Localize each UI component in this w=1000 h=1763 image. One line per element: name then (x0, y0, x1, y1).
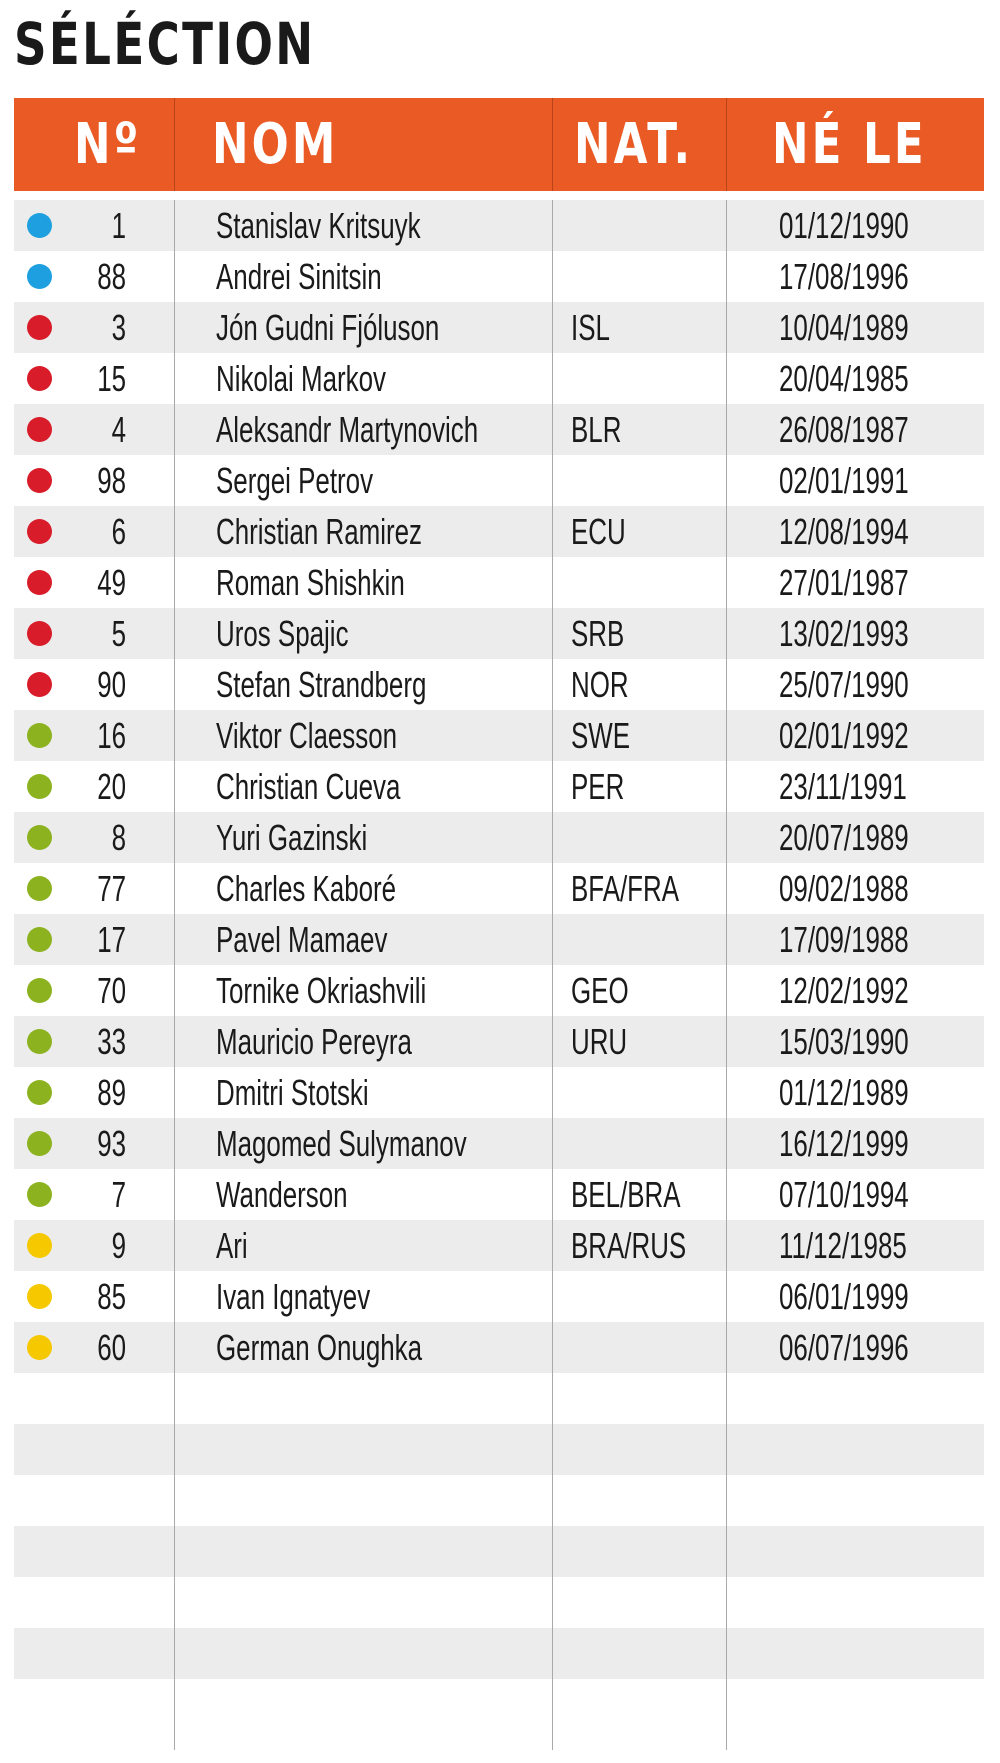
player-number: 98 (97, 460, 126, 501)
table-header (14, 98, 984, 191)
player-name: Christian Cueva (216, 766, 401, 807)
header-dob: NÉ LE (772, 112, 927, 177)
player-birthdate: 15/03/1990 (779, 1021, 909, 1062)
player-birthdate: 01/12/1990 (779, 205, 909, 246)
player-name: Ari (216, 1225, 248, 1266)
player-number: 77 (97, 868, 126, 909)
player-birthdate: 02/01/1992 (779, 715, 909, 756)
table-row (14, 455, 984, 506)
player-birthdate: 09/02/1988 (779, 868, 909, 909)
header-nat: NAT. (574, 112, 694, 177)
table-row (14, 1016, 984, 1067)
position-dot (27, 468, 52, 493)
player-nationality: BEL/BRA (571, 1174, 681, 1215)
player-name: Wanderson (216, 1174, 348, 1215)
table-row (14, 1067, 984, 1118)
player-name: Aleksandr Martynovich (216, 409, 479, 450)
player-birthdate: 27/01/1987 (779, 562, 909, 603)
player-birthdate: 17/09/1988 (779, 919, 909, 960)
player-birthdate: 06/07/1996 (779, 1327, 909, 1368)
position-dot (27, 1335, 52, 1360)
player-birthdate: 20/07/1989 (779, 817, 909, 858)
player-birthdate: 11/12/1985 (779, 1225, 907, 1266)
player-number: 89 (97, 1072, 126, 1113)
player-nationality: BFA/FRA (571, 868, 680, 909)
position-dot (27, 672, 52, 697)
table-row (14, 1322, 984, 1373)
player-nationality: PER (571, 766, 625, 807)
empty-row (14, 1628, 984, 1679)
player-birthdate: 13/02/1993 (779, 613, 909, 654)
player-number: 49 (97, 562, 126, 603)
player-name: German Onughka (216, 1327, 423, 1368)
position-dot (27, 1029, 52, 1054)
player-name: Viktor Claesson (216, 715, 398, 756)
table-row (14, 1220, 984, 1271)
table-row (14, 608, 984, 659)
player-name: Yuri Gazinski (216, 817, 368, 858)
player-name: Jón Gudni Fjóluson (216, 307, 440, 348)
table-row (14, 1118, 984, 1169)
header-divider (726, 98, 727, 191)
player-name: Tornike Okriashvili (216, 970, 427, 1011)
table-row (14, 863, 984, 914)
header-divider (174, 98, 175, 191)
empty-row (14, 1424, 984, 1475)
player-birthdate: 25/07/1990 (779, 664, 909, 705)
empty-row (14, 1526, 984, 1577)
table-row (14, 1271, 984, 1322)
position-dot (27, 264, 52, 289)
table-row (14, 251, 984, 302)
player-number: 6 (111, 511, 126, 552)
table-row (14, 506, 984, 557)
player-number: 5 (111, 613, 126, 654)
player-name: Stefan Strandberg (216, 664, 427, 705)
player-number: 85 (97, 1276, 126, 1317)
empty-row (14, 1577, 984, 1628)
squad-table (14, 200, 984, 1750)
empty-row (14, 1475, 984, 1526)
player-birthdate: 02/01/1991 (779, 460, 909, 501)
position-dot (27, 366, 52, 391)
table-row (14, 353, 984, 404)
player-number: 9 (111, 1225, 126, 1266)
position-dot (27, 1233, 52, 1258)
position-dot (27, 621, 52, 646)
player-birthdate: 16/12/1999 (779, 1123, 909, 1164)
player-nationality: BRA/RUS (571, 1225, 687, 1266)
player-number: 7 (111, 1174, 126, 1215)
header-num: Nº (74, 112, 142, 177)
player-birthdate: 12/08/1994 (779, 511, 909, 552)
header-divider (552, 98, 553, 191)
page-title: SÉLÉCTION (14, 10, 316, 78)
player-name: Ivan Ignatyev (216, 1276, 371, 1317)
player-name: Nikolai Markov (216, 358, 386, 399)
player-birthdate: 17/08/1996 (779, 256, 909, 297)
position-dot (27, 825, 52, 850)
player-number: 8 (111, 817, 126, 858)
player-name: Andrei Sinitsin (216, 256, 382, 297)
player-birthdate: 01/12/1989 (779, 1072, 909, 1113)
player-birthdate: 07/10/1994 (779, 1174, 909, 1215)
player-nationality: URU (571, 1021, 628, 1062)
table-row (14, 914, 984, 965)
player-nationality: ISL (571, 307, 610, 348)
player-birthdate: 10/04/1989 (779, 307, 909, 348)
player-number: 60 (97, 1327, 126, 1368)
player-number: 20 (97, 766, 126, 807)
player-name: Christian Ramirez (216, 511, 422, 552)
position-dot (27, 1284, 52, 1309)
player-number: 3 (111, 307, 126, 348)
position-dot (27, 315, 52, 340)
player-nationality: SWE (571, 715, 631, 756)
player-number: 93 (97, 1123, 126, 1164)
player-name: Stanislav Kritsuyk (216, 205, 421, 246)
table-row (14, 761, 984, 812)
position-dot (27, 876, 52, 901)
player-number: 17 (97, 919, 126, 960)
player-nationality: ECU (571, 511, 626, 552)
player-number: 70 (97, 970, 126, 1011)
player-name: Pavel Mamaev (216, 919, 388, 960)
player-birthdate: 12/02/1992 (779, 970, 909, 1011)
position-dot (27, 927, 52, 952)
player-birthdate: 26/08/1987 (779, 409, 909, 450)
player-name: Mauricio Pereyra (216, 1021, 412, 1062)
position-dot (27, 1080, 52, 1105)
table-row (14, 710, 984, 761)
player-name: Magomed Sulymanov (216, 1123, 467, 1164)
table-row (14, 302, 984, 353)
column-divider (174, 200, 175, 1750)
player-number: 33 (97, 1021, 126, 1062)
header-name: NOM (212, 112, 339, 177)
position-dot (27, 213, 52, 238)
table-row (14, 965, 984, 1016)
table-row (14, 404, 984, 455)
player-name: Dmitri Stotski (216, 1072, 369, 1113)
player-number: 88 (97, 256, 126, 297)
player-number: 4 (111, 409, 126, 450)
table-row (14, 557, 984, 608)
table-row (14, 200, 984, 251)
player-name: Roman Shishkin (216, 562, 405, 603)
player-nationality: SRB (571, 613, 625, 654)
player-nationality: GEO (571, 970, 629, 1011)
empty-row (14, 1373, 984, 1424)
player-number: 16 (97, 715, 126, 756)
player-number: 1 (111, 205, 126, 246)
column-divider (726, 200, 727, 1750)
table-row (14, 1169, 984, 1220)
player-name: Charles Kaboré (216, 868, 397, 909)
player-number: 90 (97, 664, 126, 705)
position-dot (27, 1131, 52, 1156)
player-name: Sergei Petrov (216, 460, 374, 501)
position-dot (27, 723, 52, 748)
table-row (14, 812, 984, 863)
player-birthdate: 06/01/1999 (779, 1276, 909, 1317)
player-name: Uros Spajic (216, 613, 349, 654)
position-dot (27, 417, 52, 442)
position-dot (27, 570, 52, 595)
table-row (14, 659, 984, 710)
position-dot (27, 519, 52, 544)
position-dot (27, 1182, 52, 1207)
position-dot (27, 978, 52, 1003)
column-divider (552, 200, 553, 1750)
player-number: 15 (97, 358, 126, 399)
player-birthdate: 20/04/1985 (779, 358, 909, 399)
player-nationality: NOR (571, 664, 629, 705)
position-dot (27, 774, 52, 799)
player-nationality: BLR (571, 409, 622, 450)
player-birthdate: 23/11/1991 (779, 766, 907, 807)
